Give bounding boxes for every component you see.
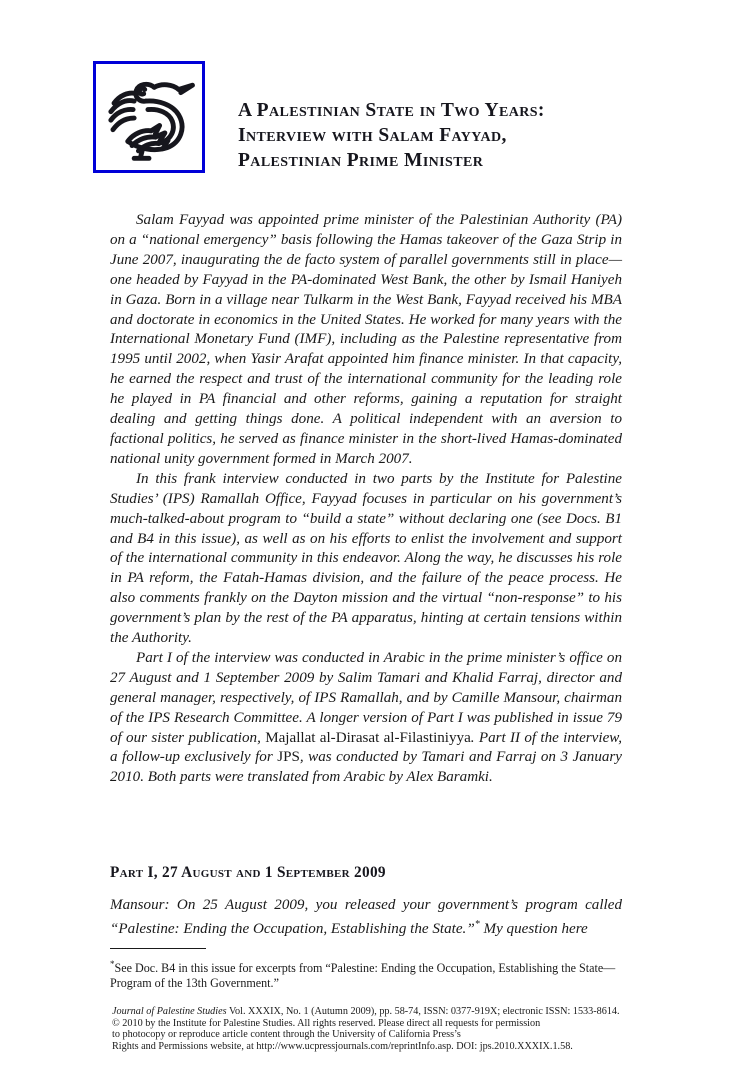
pubinfo-line-1 — [112, 1006, 632, 1018]
intro-paragraph-1: Salam Fayyad was appointed prime minister of the Palestinian Authority (PA) on a “national emergency” basis following the Hamas takeover of the Gaza Strip in June 2007, inaugurating the de facto system of parallel governments still in place—one headed by Fayyad in the PA-dominated West Bank, the other by Ismail Haniyeh in Gaza. Born in a village near Tulkarm in the West Bank, Fayyad received his MBA and doctorate in economics in the United States. He worked for many years with the International Monetary Fund (IMF), including as the Palestine representative from 1995 until 2002, when Yasir Arafat appointed him finance minister. In that capacity, he earned the respect and trust of the international community for the leading role he played in PA financial and other reforms, gaining a reputation for straight dealing and getting things done. A political independent with an aversion to factional politics, he served as finance minister in the short-lived Hamas-dominated national unity government formed in March 2007. — [110, 212, 622, 467]
para3-jps-abbrev: JPS — [277, 749, 300, 766]
intro-paragraph-2: In this frank interview conducted in two parts by the Institute for Palestine Studies’ (IPS) Ramallah Office, Fayyad focuses in particular on his government’s much-talked-about program to “build a state” without declaring one (see Docs. B1 and B4 in this issue), as well as on his efforts to enlist the involvement and support of the international community in this endeavor. Along the way, he discusses his role in PA reform, the Fatah-Hamas division, and the failure of the peace process. He also comments frankly on the Dayton mission and the virtual “non-response” to his government’s plan by the rest of the PA apparatus, hinting at certain tensions within the Authority. — [110, 470, 622, 647]
footnote-content: See Doc. B4 in this issue for excerpts from “Palestine: Ending the Occupation, Establishing the State—Program of the 13th Government.” — [110, 961, 616, 991]
para3-segment-b: . Part II of the interview, a follow-up exclusively for — [110, 729, 622, 766]
article-header — [93, 61, 623, 173]
pubinfo-line-4: Rights and Permissions website, at http://www.ucpressjournals.com/reprintInfo.asp. DOI: jps.2010.XXXIX.1.58. — [112, 1040, 573, 1052]
footnote-reference-marker: * — [474, 919, 480, 931]
question-text-a: Mansour: On 25 August 2009, you released your government’s program called “Palestine: Ending the Occupation, Establishing the State.” — [110, 897, 622, 938]
para3-segment-c: , was conducted by Tamari and Farraj on 3 January 2010. Both parts were translated from Arabic by Alex Baramki. — [110, 749, 622, 786]
title-line-2: Interview with Salam Fayyad, — [238, 125, 507, 146]
footnote-body — [110, 957, 622, 991]
interview-opening-question — [110, 895, 622, 939]
part-section-heading: Part I, 27 August and 1 September 2009 — [110, 864, 386, 881]
page-title — [238, 61, 623, 173]
publication-info-block — [112, 1006, 632, 1052]
para3-journal-title-arabic: Majallat al-Dirasat al-Filastiniyya — [265, 729, 471, 746]
intro-paragraph-3 — [110, 649, 622, 788]
ips-phoenix-bird-logo — [93, 61, 205, 173]
para3-segment-a: Part I of the interview was conducted in Arabic in the prime minister’s office on 27 August and 1 September 2009 by Salim Tamari and Khalid Farraj, director and general manager, respectively, of IPS Ramallah, and by Camille Mansour, chairman of the IPS Research Committee. A longer version of Part I was published in issue 79 of our sister publication, — [110, 649, 622, 746]
question-paragraph — [110, 895, 622, 939]
footnote-divider — [110, 948, 206, 949]
question-text-b: My question here — [479, 921, 588, 938]
title-line-3: Palestinian Prime Minister — [238, 150, 484, 171]
pubinfo-line-2: © 2010 by the Institute for Palestine Studies. All rights reserved. Please direct all requests for permission — [112, 1017, 541, 1029]
pubinfo-line-3: to photocopy or reproduce article content through the University of California Press’s — [112, 1029, 461, 1041]
pubinfo-issue-details: Vol. XXXIX, No. 1 (Autumn 2009), pp. 58-74, ISSN: 0377-919X; electronic ISSN: 1533-8614. — [226, 1006, 620, 1017]
title-line-1: A Palestinian State in Two Years: — [238, 100, 545, 121]
article-body — [110, 211, 622, 788]
journal-name: Journal of Palestine Studies — [112, 1006, 227, 1017]
phoenix-bird-icon — [96, 64, 202, 170]
footnote-marker: * — [110, 959, 115, 969]
footnote-section — [110, 948, 622, 991]
